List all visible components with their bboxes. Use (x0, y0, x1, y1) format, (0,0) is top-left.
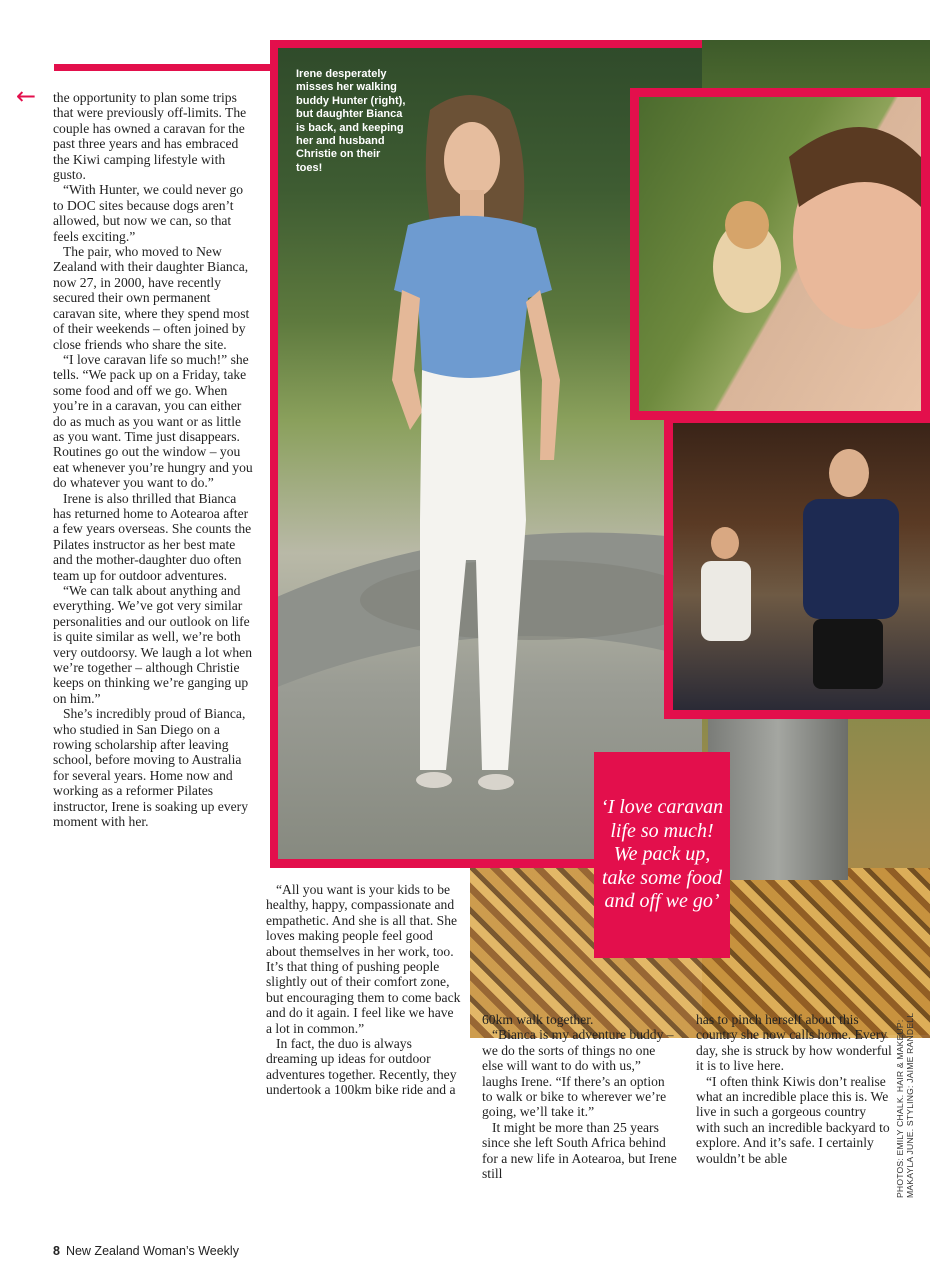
column1-paragraph: Irene is also thrilled that Bianca has returned home to Aotearoa after a few years overseas. She counts the Pilates instructor as her best mate and the mother-daughter duo often team up for outdoor adventures. (53, 490, 252, 583)
runners (673, 423, 930, 710)
page-number: 8 (53, 1244, 60, 1258)
column3-paragraph: 60km walk together. (482, 1012, 594, 1027)
column2-paragraph: In fact, the duo is always dreaming up ideas for outdoor adventures together. Recently, they undertook a 100km bike ride and a (266, 1036, 457, 1098)
top-rule-left (54, 64, 272, 71)
column1-paragraph: “I love caravan life so much!” she tells. “We pack up on a Friday, take some food and off we go. When you’re in a caravan, you can either do as much as you want or as little as you want. Time just disappears. Routines go out the window – you eat whenever you’re hungry and you do whatever you want to do.” (53, 351, 253, 491)
column1-paragraph: “With Hunter, we could never go to DOC sites because dogs aren’t allowed, but now we can, so that feels exciting.” (53, 182, 244, 244)
column4-paragraph: “I often think Kiwis don’t realise what an incredible place this is. We live in such a gorgeous country with such an incredible backyard to explore. And it’s safe. I certainly wouldn’t be able (696, 1073, 890, 1166)
pull-quote: ‘I love caravan life so much! We pack up, take some food and off we go’ (600, 796, 724, 913)
hunter-selfie-photo (630, 88, 930, 420)
body-column-1 (53, 90, 253, 830)
photo-credit-line-2: MAKAYLA JUNE. STYLING: JAIME RANDELL (905, 1012, 915, 1198)
column1-paragraph: “We can talk about anything and everything. We’ve got very similar personalities and our outlook on life is quite similar as well, we’re both very outdoorsy. We laugh a lot when we’re together – although Christie keeps on thinking we’re ganging up on him.” (53, 583, 252, 706)
photo-credit-line-1: PHOTOS: EMILY CHALK. HAIR & MAKEUP: (895, 1019, 905, 1198)
pull-quote-box (594, 752, 730, 958)
column3-paragraph: It might be more than 25 years since she left South Africa behind for a new life in Aotearoa, but Irene still (482, 1119, 677, 1182)
column1-paragraph: The pair, who moved to New Zealand with their daughter Bianca, now 27, in 2000, have recently secured their own permanent caravan site, where they spend most of their weekends – often joined by close friends who share the site. (53, 244, 250, 352)
photo-caption: Irene desperately misses her walking buddy Hunter (right), but daughter Bianca is back, and keeping her and husband Christie on their toes! (296, 68, 406, 174)
page-footer (53, 1244, 239, 1258)
column4-paragraph: has to pinch herself about this country she now calls home. Every day, she is struck by how wonderful it is to live here. (696, 1012, 892, 1074)
column1-paragraph: the opportunity to plan some trips that were previously off-limits. The couple has owned a caravan for the past three years and has embraced the Kiwi camping lifestyle with gusto. (53, 90, 247, 183)
left-arrow-icon: ← (16, 82, 37, 110)
publication-name: New Zealand Woman’s Weekly (65, 1244, 239, 1258)
body-column-3 (482, 1012, 678, 1181)
photo-credit (895, 1013, 915, 1198)
body-column-2 (266, 882, 462, 1098)
column3-paragraph: “Bianca is my adventure buddy – we do the sorts of things no one else will want to do with us,” laughs Irene. “If there’s an option to walk or bike to wherever we’re going, we’ll take it.” (482, 1027, 674, 1120)
trail-run-photo (664, 414, 930, 719)
column1-paragraph: She’s incredibly proud of Bianca, who studied in San Diego on a rowing scholarship after leaving school, before moving to Australia for several years. Home now and working as a reformer Pilates instructor, Irene is soaking up every moment with her. (53, 706, 248, 830)
body-column-4 (696, 1012, 892, 1166)
column2-paragraph: “All you want is your kids to be healthy, happy, compassionate and empathetic. And she is all that. She loves making people feel good about themselves in her work, too. It’s that thing of pushing people slightly out of their comfort zone, but encouraging them to come back and do it again. I feel like we have a lot in common.” (266, 882, 461, 1036)
dog-and-selfie (639, 97, 921, 411)
